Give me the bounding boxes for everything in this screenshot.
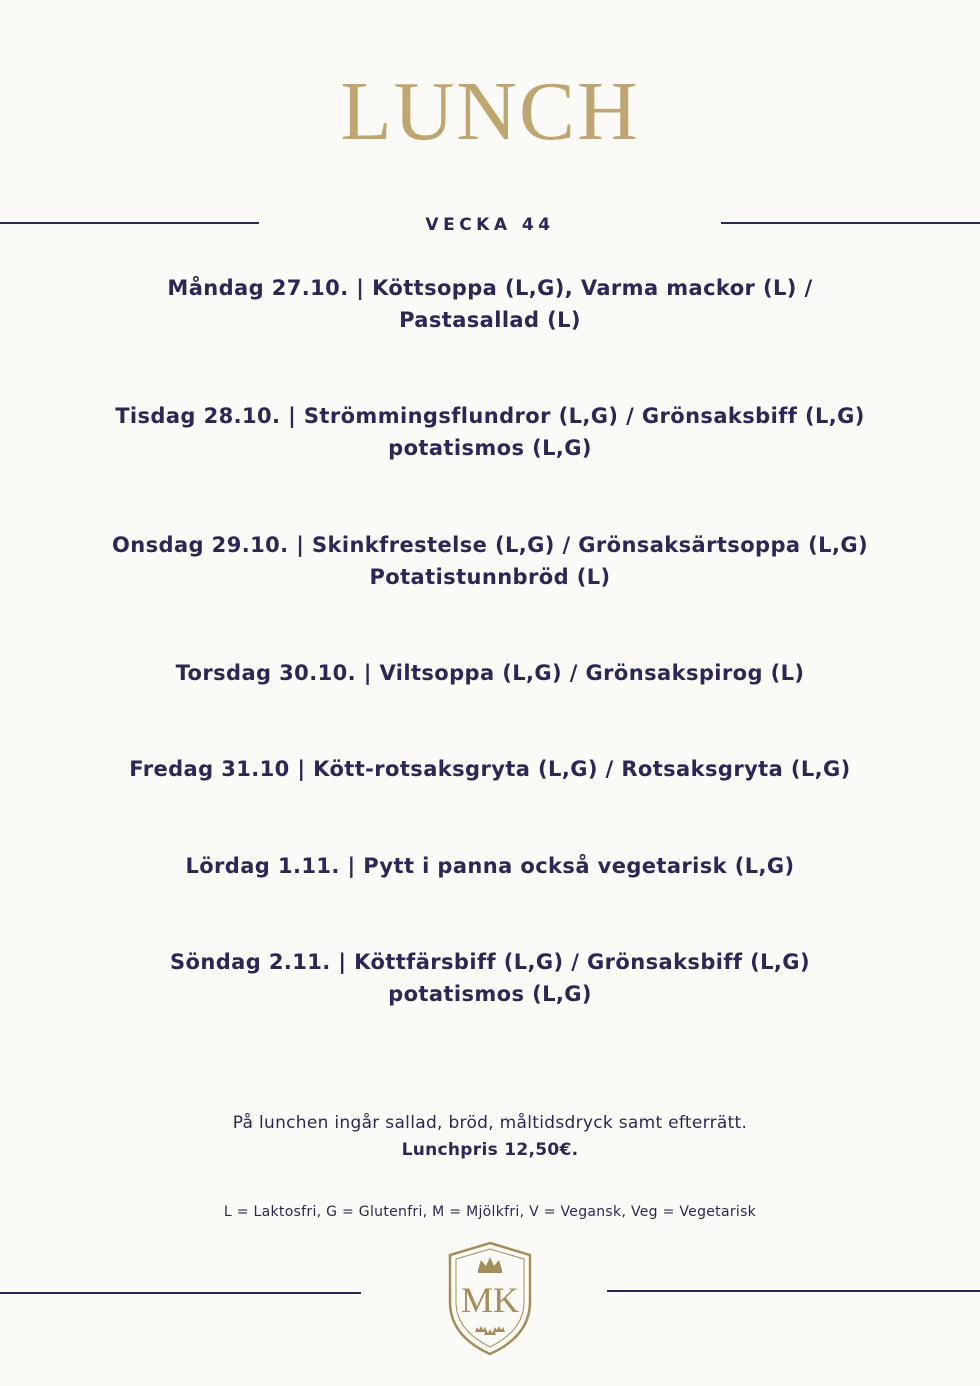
week-label: VECKA 44	[425, 215, 555, 235]
menu-item-tuesday	[0, 400, 980, 464]
menu-item-thursday	[0, 657, 980, 689]
page-title: LUNCH	[340, 65, 640, 158]
crest-logo-icon	[444, 1240, 536, 1358]
menu-item-line: potatismos (L,G)	[388, 982, 592, 1006]
divider-top-right	[721, 222, 980, 224]
included-text: På lunchen ingår sallad, bröd, måltidsdryck samt efterrätt.	[232, 1113, 748, 1133]
menu-item-line: Tisdag 28.10. | Strömmingsflundror (L,G) / Grönsaksbiff (L,G)	[115, 404, 865, 428]
menu-item-saturday	[0, 850, 980, 882]
menu-item-monday	[0, 272, 980, 336]
lunch-price: Lunchpris 12,50€.	[401, 1140, 579, 1160]
menu-item-line: potatismos (L,G)	[388, 436, 592, 460]
divider-bottom-right	[607, 1290, 980, 1292]
menu-item-wednesday	[0, 529, 980, 593]
menu-item-friday	[0, 753, 980, 785]
menu-item-line: Onsdag 29.10. | Skinkfrestelse (L,G) / Grönsaksärtsoppa (L,G)	[112, 533, 868, 557]
menu-item-line: Pastasallad (L)	[399, 308, 581, 332]
diet-legend: L = Laktosfri, G = Glutenfri, M = Mjölkfri, V = Vegansk, Veg = Vegetarisk	[223, 1204, 757, 1220]
divider-bottom-left	[0, 1292, 361, 1294]
menu-item-line: Måndag 27.10. | Köttsoppa (L,G), Varma mackor (L) /	[167, 276, 813, 300]
menu-item-line: Söndag 2.11. | Köttfärsbiff (L,G) / Grönsaksbiff (L,G)	[170, 950, 810, 974]
menu-item-line: Torsdag 30.10. | Viltsoppa (L,G) / Grönsakspirog (L)	[175, 661, 805, 685]
menu-item-sunday	[0, 946, 980, 1010]
svg-text:MK: MK	[460, 1280, 520, 1320]
menu-item-line: Fredag 31.10 | Kött-rotsaksgryta (L,G) / Rotsaksgryta (L,G)	[129, 757, 851, 781]
included-note	[0, 1110, 980, 1164]
menu-item-line: Lördag 1.11. | Pytt i panna också vegetarisk (L,G)	[185, 854, 795, 878]
menu-item-line: Potatistunnbröd (L)	[369, 565, 611, 589]
